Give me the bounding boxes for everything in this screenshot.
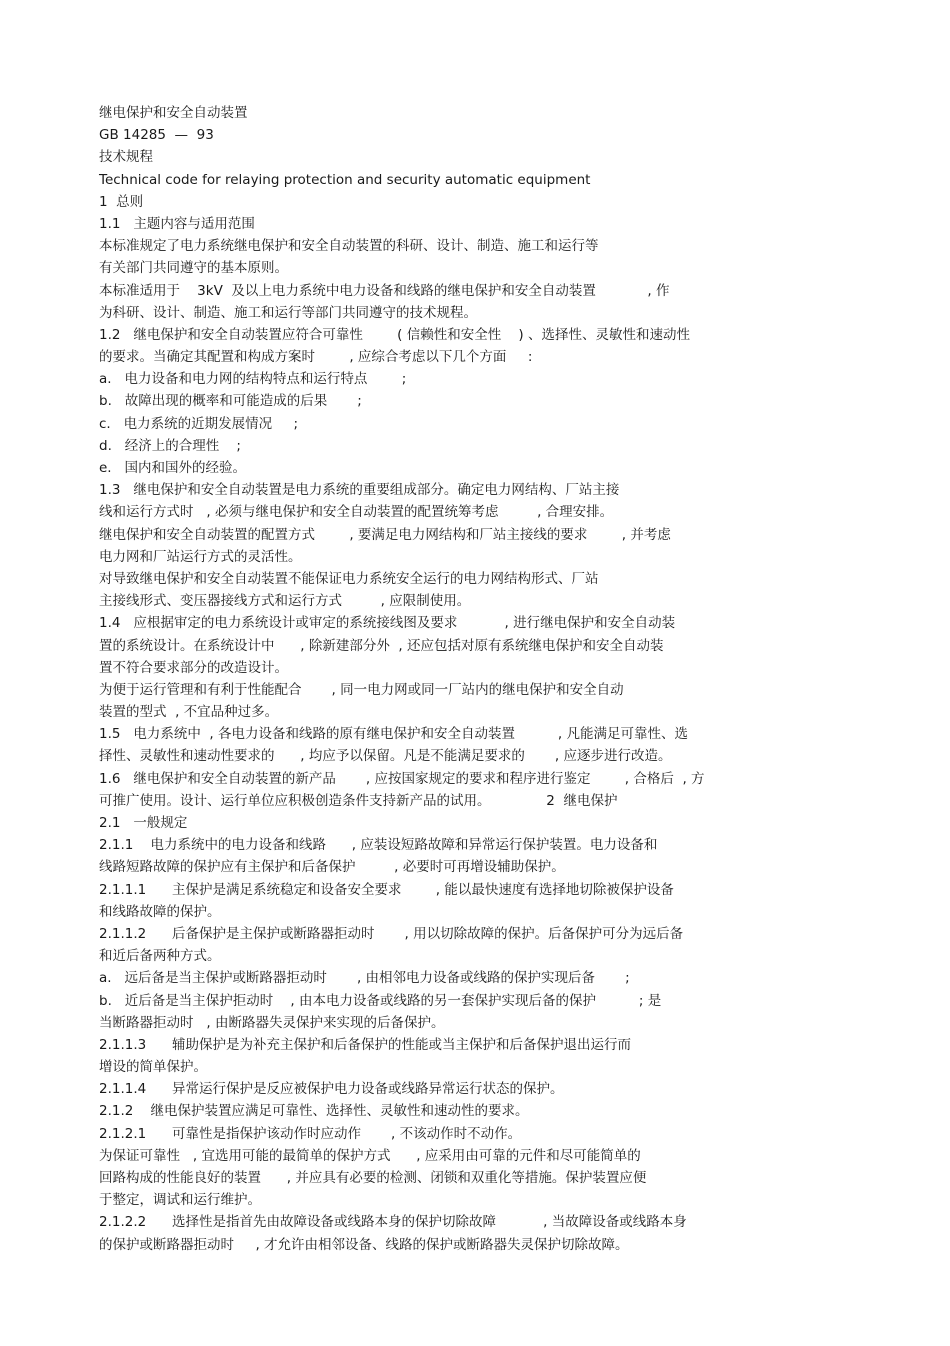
text-line: 当断路器拒动时 , 由断路器失灵保护来实现的后备保护。 bbox=[99, 1014, 445, 1031]
text-line: 主接线形式、变压器接线方式和运行方式 , 应限制使用。 bbox=[99, 593, 471, 610]
text-line: 2.1 一般规定 bbox=[99, 815, 188, 831]
text-line: 本标准规定了电力系统继电保护和安全自动装置的科研、设计、制造、施工和运行等 bbox=[99, 238, 599, 255]
text-line: 1.3 继电保护和安全自动装置是电力系统的重要组成部分。确定电力网结构、厂站主接 bbox=[99, 482, 620, 499]
text-line: 1.5 电力系统中 , 各电力设备和线路的原有继电保护和安全自动装置 , 凡能满足可靠性、选 bbox=[99, 726, 689, 743]
text-line: 本标准适用于 3kV 及以上电力系统中电力设备和线路的继电保护和安全自动装置 , 作 bbox=[99, 282, 670, 299]
text-line: 置的系统设计。在系统设计中 , 除新建部分外 , 还应包括对原有系统继电保护和安全自动装 bbox=[99, 637, 664, 654]
text-line: GB 14285 — 93 bbox=[99, 127, 214, 144]
text-line: 1.1 主题内容与适用范围 bbox=[99, 215, 255, 232]
text-line: 2.1.2.2 选择性是指首先由故障设备或线路本身的保护切除故障 , 当故障设备或线路本身 bbox=[99, 1214, 687, 1231]
text-line: e. 国内和国外的经验。 bbox=[99, 460, 246, 476]
text-line: 装置的型式 , 不宜品种过多。 bbox=[99, 704, 279, 721]
text-line: 的保护或断路器拒动时 , 才允许由相邻设备、线路的保护或断路器失灵保护切除故障。 bbox=[99, 1236, 629, 1253]
text-line: 为保证可靠性 , 宜选用可能的最简单的保护方式 , 应采用由可靠的元件和尽可能简单的 bbox=[99, 1147, 641, 1164]
text-line: 为便于运行管理和有利于性能配合 , 同一电力网或同一厂站内的继电保护和安全自动 bbox=[99, 681, 624, 698]
text-line: 可推广使用。设计、运行单位应积极创造条件支持新产品的试用。 2 继电保护 bbox=[99, 792, 618, 809]
text-line: 对导致继电保护和安全自动装置不能保证电力系统安全运行的电力网结构形式、厂站 bbox=[99, 570, 599, 587]
text-line: c. 电力系统的近期发展情况 ; bbox=[99, 415, 299, 432]
text-line: 1.4 应根据审定的电力系统设计或审定的系统接线图及要求 , 进行继电保护和安全自动装 bbox=[99, 615, 676, 632]
text-line: 和线路故障的保护。 bbox=[99, 903, 221, 920]
text-line: 线和运行方式时 , 必须与继电保护和安全自动装置的配置统筹考虑 , 合理安排。 bbox=[99, 504, 614, 521]
text-line: 2.1.1.4 异常运行保护是反应被保护电力设备或线路异常运行状态的保护。 bbox=[99, 1081, 564, 1098]
text-line: 和近后备两种方式。 bbox=[99, 948, 221, 965]
text-line: b. 近后备是当主保护拒动时 , 由本电力设备或线路的另一套保护实现后备的保护 ; 是 bbox=[99, 992, 662, 1009]
text-line: 2.1.1.2 后备保护是主保护或断路器拒动时 , 用以切除故障的保护。后备保护可分为远后备 bbox=[99, 925, 684, 942]
text-line: a. 电力设备和电力网的结构特点和运行特点 ; bbox=[99, 371, 407, 388]
text-line: 继电保护和安全自动装置的配置方式 , 要满足电力网结构和厂站主接线的要求 , 并考虑 bbox=[99, 526, 671, 543]
text-line: 的要求。当确定其配置和构成方案时 , 应综合考虑以下几个方面 : bbox=[99, 349, 533, 366]
text-line: 为科研、设计、制造、施工和运行等部门共同遵守的技术规程。 bbox=[99, 304, 477, 321]
text-line: 线路短路故障的保护应有主保护和后备保护 , 必要时可再增设辅助保护。 bbox=[99, 859, 565, 876]
text-line: 2.1.1.1 主保护是满足系统稳定和设备安全要求 , 能以最快速度有选择地切除被保护设备 bbox=[99, 881, 674, 898]
text-line: 于整定，调试和运行维护。 bbox=[99, 1192, 261, 1209]
text-line: 2.1.2 继电保护装置应满足可靠性、选择性、灵敏性和速动性的要求。 bbox=[99, 1103, 529, 1120]
text-line: 1.2 继电保护和安全自动装置应符合可靠性 ( 信赖性和安全性 ) 、选择性、灵敏性和速动性 bbox=[99, 326, 690, 343]
text-line: 电力网和厂站运行方式的灵活性。 bbox=[99, 548, 302, 565]
text-line: 1 总则 bbox=[99, 193, 144, 210]
text-line: 2.1.1.3 辅助保护是为补充主保护和后备保护的性能或当主保护和后备保护退出运行而 bbox=[99, 1036, 631, 1053]
document-body bbox=[99, 102, 899, 1256]
text-line: 2.1.2.1 可靠性是指保护该动作时应动作 , 不该动作时不动作。 bbox=[99, 1125, 522, 1142]
text-line: 1.6 继电保护和安全自动装置的新产品 , 应按国家规定的要求和程序进行鉴定 , 合格后 , 方 bbox=[99, 770, 705, 787]
text-line: Technical code for relaying protection and security automatic equipment bbox=[99, 171, 591, 188]
text-line: 回路构成的性能良好的装置 , 并应具有必要的检测、闭锁和双重化等措施。保护装置应便 bbox=[99, 1170, 647, 1186]
text-line: d. 经济上的合理性 ; bbox=[99, 437, 241, 454]
text-line: 有关部门共同遵守的基本原则。 bbox=[99, 260, 288, 277]
text-line: 2.1.1 电力系统中的电力设备和线路 , 应装设短路故障和异常运行保护装置。电力设备和 bbox=[99, 837, 658, 854]
text-line: 增设的简单保护。 bbox=[99, 1059, 207, 1076]
text-line: 择性、灵敏性和速动性要求的 , 均应予以保留。凡是不能满足要求的 , 应逐步进行改造。 bbox=[99, 748, 672, 765]
text-line: a. 远后备是当主保护或断路器拒动时 , 由相邻电力设备或线路的保护实现后备 ; bbox=[99, 970, 630, 987]
document-title: 继电保护和安全自动装置 bbox=[99, 105, 248, 121]
text-line: b. 故障出现的概率和可能造成的后果 ; bbox=[99, 393, 362, 410]
text-line: 技术规程 bbox=[99, 149, 153, 166]
text-line: 置不符合要求部分的改造设计。 bbox=[99, 659, 288, 676]
